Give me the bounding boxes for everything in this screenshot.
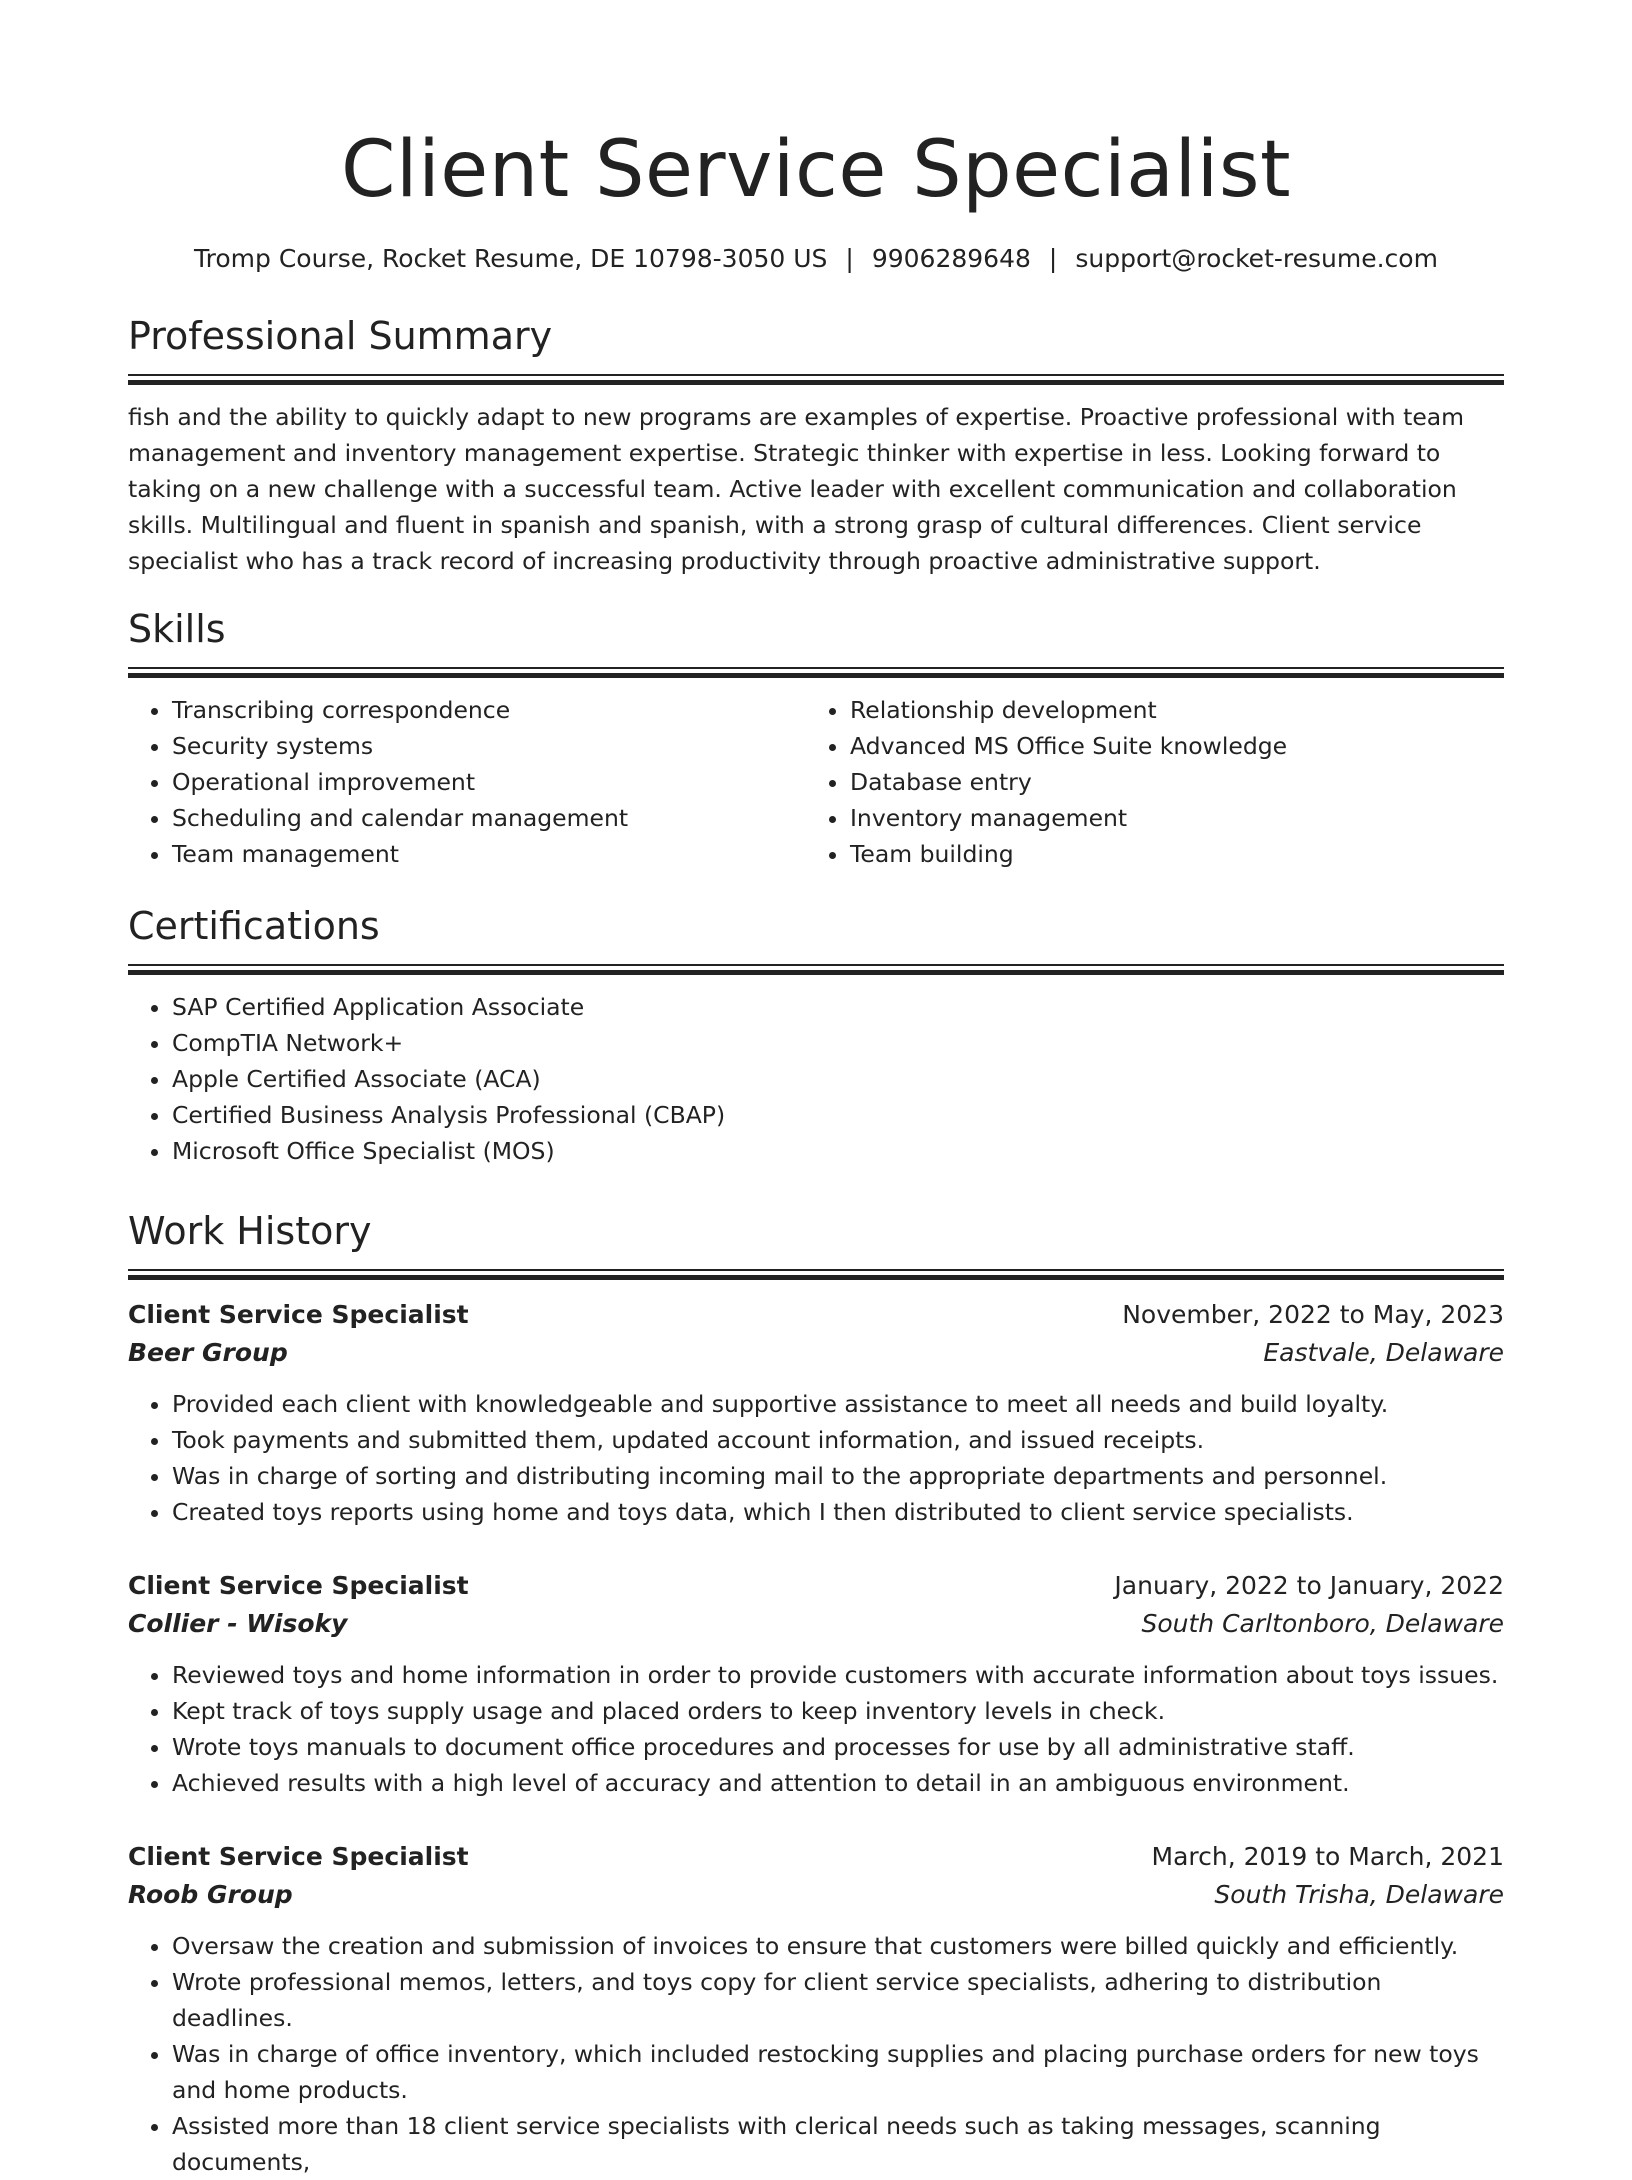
job-bullet: • Wrote toys manuals to document office procedures and processes for use by all administrative staff. xyxy=(172,1729,1504,1765)
job-company: Collier - Wisoky xyxy=(128,1609,348,1638)
contact-line xyxy=(128,242,1504,276)
skill-item: • Database entry xyxy=(850,764,1484,800)
skill-item: • Inventory management xyxy=(850,800,1484,836)
summary-text: fish and the ability to quickly adapt to new programs are examples of expertise. Proactive professional with team management and inventory management expertise. Strategic thinker with expertise in less. Looking forward to taking on a new challenge with a successful team. Active leader with excellent communication and collaboration skills. Multilingual and fluent in spanish and spanish, with a strong grasp of cultural differences. Client service specialist who has a track record of increasing productivity through proactive administrative support. xyxy=(128,403,1465,575)
job-bullets xyxy=(128,1928,1504,2180)
job-bullets xyxy=(128,1386,1504,1530)
summary-section xyxy=(128,312,1504,579)
job-location: Eastvale, Delaware xyxy=(1263,1338,1504,1367)
job-title: Client Service Specialist xyxy=(128,1300,469,1329)
job-bullet: • Took payments and submitted them, updated account information, and issued receipts. xyxy=(172,1422,1504,1458)
section-divider xyxy=(128,1269,1504,1280)
certification-item: • Apple Certified Associate (ACA) xyxy=(172,1061,1504,1097)
resume-name: Client Service Specialist xyxy=(340,125,1292,215)
job-bullet: • Wrote professional memos, letters, and toys copy for client service specialists, adhering to distribution deadlines. xyxy=(172,1964,1504,2036)
contact-phone: 9906289648 xyxy=(871,244,1031,273)
job-bullet: • Provided each client with knowledgeable and supportive assistance to meet all needs and build loyalty. xyxy=(172,1386,1504,1422)
job-bullet: • Was in charge of sorting and distributing incoming mail to the appropriate departments and personnel. xyxy=(172,1458,1504,1494)
job-dates: January, 2022 to January, 2022 xyxy=(1114,1571,1504,1600)
job-title: Client Service Specialist xyxy=(128,1571,469,1600)
contact-separator: | xyxy=(845,244,854,273)
job-bullet: • Oversaw the creation and submission of invoices to ensure that customers were billed quickly and efficiently. xyxy=(172,1928,1504,1964)
section-divider xyxy=(128,374,1504,385)
job-dates: November, 2022 to May, 2023 xyxy=(1122,1300,1504,1329)
section-divider xyxy=(128,667,1504,678)
section-title-work: Work History xyxy=(128,1209,372,1253)
job-bullets xyxy=(128,1657,1504,1801)
skills-column-right xyxy=(806,692,1484,872)
job-location: South Trisha, Delaware xyxy=(1214,1880,1504,1909)
skills-section xyxy=(128,605,1504,872)
resume-page xyxy=(128,0,1504,2176)
skill-item: • Scheduling and calendar management xyxy=(172,800,806,836)
certifications-section xyxy=(128,902,1504,1169)
skill-item: • Team management xyxy=(172,836,806,872)
section-title-certifications: Certifications xyxy=(128,904,380,948)
skill-item: • Transcribing correspondence xyxy=(172,692,806,728)
skills-column-left xyxy=(128,692,806,872)
contact-separator: | xyxy=(1048,244,1058,273)
section-title-skills: Skills xyxy=(128,607,226,651)
certification-item: • CompTIA Network+ xyxy=(172,1025,1504,1061)
certification-item: • Microsoft Office Specialist (MOS) xyxy=(172,1133,1504,1169)
work-history-section xyxy=(128,1207,1504,1280)
job-bullet: • Created toys reports using home and toys data, which I then distributed to client service specialists. xyxy=(172,1494,1504,1530)
job-bullet: • Reviewed toys and home information in order to provide customers with accurate information about toys issues. xyxy=(172,1657,1504,1693)
job-company: Beer Group xyxy=(128,1338,288,1367)
section-divider xyxy=(128,964,1504,975)
skill-item: • Advanced MS Office Suite knowledge xyxy=(850,728,1484,764)
job-entry xyxy=(128,1838,1504,2180)
skills-grid xyxy=(128,692,1504,872)
job-entry xyxy=(128,1296,1504,1530)
skill-item: • Relationship development xyxy=(850,692,1484,728)
job-bullet: • Kept track of toys supply usage and placed orders to keep inventory levels in check. xyxy=(172,1693,1504,1729)
skill-item: • Security systems xyxy=(172,728,806,764)
job-location: South Carltonboro, Delaware xyxy=(1141,1609,1504,1638)
certification-item: • Certified Business Analysis Professional (CBAP) xyxy=(172,1097,1504,1133)
job-entry xyxy=(128,1567,1504,1801)
skill-item: • Operational improvement xyxy=(172,764,806,800)
contact-address: Tromp Course, Rocket Resume, DE 10798-3050 US xyxy=(194,244,828,273)
job-bullet: • Achieved results with a high level of accuracy and attention to detail in an ambiguous environment. xyxy=(172,1765,1504,1801)
certification-item: • SAP Certified Application Associate xyxy=(172,989,1504,1025)
job-dates: March, 2019 to March, 2021 xyxy=(1151,1842,1504,1871)
job-bullet: • Assisted more than 18 client service specialists with clerical needs such as taking messages, scanning documents, xyxy=(172,2108,1504,2180)
certifications-list xyxy=(128,989,1504,1169)
job-company: Roob Group xyxy=(128,1880,293,1909)
skill-item: • Team building xyxy=(850,836,1484,872)
section-title-summary: Professional Summary xyxy=(128,314,553,358)
job-bullet: • Was in charge of office inventory, which included restocking supplies and placing purchase orders for new toys and home products. xyxy=(172,2036,1504,2108)
job-title: Client Service Specialist xyxy=(128,1842,469,1871)
contact-email: support@rocket-resume.com xyxy=(1075,244,1438,273)
